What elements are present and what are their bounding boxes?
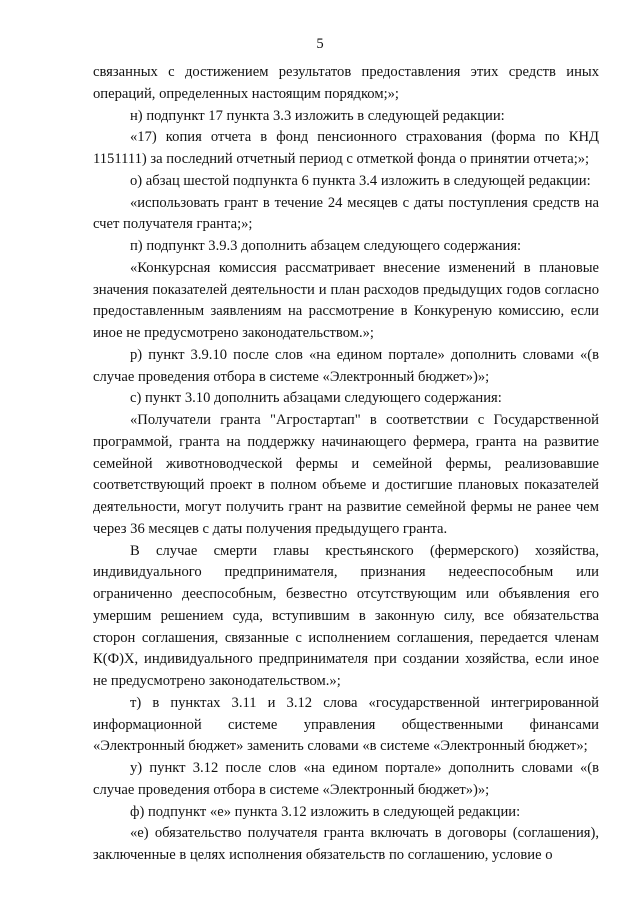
paragraph: п) подпункт 3.9.3 дополнить абзацем следующего содержания: xyxy=(130,238,522,254)
paragraph: «е) обязательство получателя гранта включать в договоры (соглашения), заключенные в целях исполнения обязательств по соглашению, условие о xyxy=(93,825,599,863)
document-body xyxy=(93,62,599,867)
paragraph: «Конкурсная комиссия рассматривает внесение изменений в плановые значения показателей деятельности и план расходов предыдущих годов согласно предоставленным заявлениям на рассмотрение в Конкуреную комиссию, если иное не предусмотрено законодательством.»; xyxy=(93,259,599,341)
paragraph: р) пункт 3.9.10 после слов «на едином портале» дополнить словами «(в случае проведения отбора в системе «Электронный бюджет»)»; xyxy=(93,346,599,385)
paragraph: В случае смерти главы крестьянского (фермерского) хозяйства, индивидуального предпринимателя, признания недееспособным или ограниченно дееспособным, безвестно отсутствующим или объявления его умершим решением суда, вступившим в законную силу, все обязательства сторон соглашения, связанные с исполнением соглашения, передается членам К(Ф)Х, индивидуального предпринимателя при создании хозяйства, если иное не предусмотрено законодательством.»; xyxy=(93,542,599,689)
paragraph: н) подпункт 17 пункта 3.3 изложить в следующей редакции: xyxy=(130,107,505,124)
paragraph: связанных с достижением результатов предоставления этих средств иных операций, определенных настоящим порядком;»; xyxy=(93,64,599,102)
paragraph: «Получатели гранта "Агростартап" в соответствии с Государственной программой, гранта на поддержку начинающего фермера, гранта на развитие семейной животноводческой фермы и семейной фермы, реализовавшие соответствующий проект в полном объеме и достигшие плановых показателей деятельности, могут получить грант на развитие семейной фермы не ранее чем через 36 месяцев с даты получения предыдущего гранта. xyxy=(93,412,599,537)
paragraph: «использовать грант в течение 24 месяцев с даты поступления средств на счет получателя гранта;»; xyxy=(93,194,599,233)
paragraph: с) пункт 3.10 дополнить абзацами следующего содержания: xyxy=(130,390,502,407)
paragraph: ф) подпункт «е» пункта 3.12 изложить в следующей редакции: xyxy=(130,803,521,820)
paragraph: «17) копия отчета в фонд пенсионного страхования (форма по КНД 1151111) за последний отчетный период с отметкой фонда о принятии отчета;»; xyxy=(93,129,599,167)
paragraph: т) в пунктах 3.11 и 3.12 слова «государственной интегрированной информационной системе управления общественными финансами «Электронный бюджет» заменить словами «в системе «Электронный бюджет»; xyxy=(93,694,599,755)
paragraph: у) пункт 3.12 после слов «на едином портале» дополнить словами «(в случае проведения отбора в системе «Электронный бюджет»)»; xyxy=(93,760,599,798)
page-number: 5 xyxy=(316,36,324,52)
paragraph: о) абзац шестой подпункта 6 пункта 3.4 изложить в следующей редакции: xyxy=(130,172,591,189)
